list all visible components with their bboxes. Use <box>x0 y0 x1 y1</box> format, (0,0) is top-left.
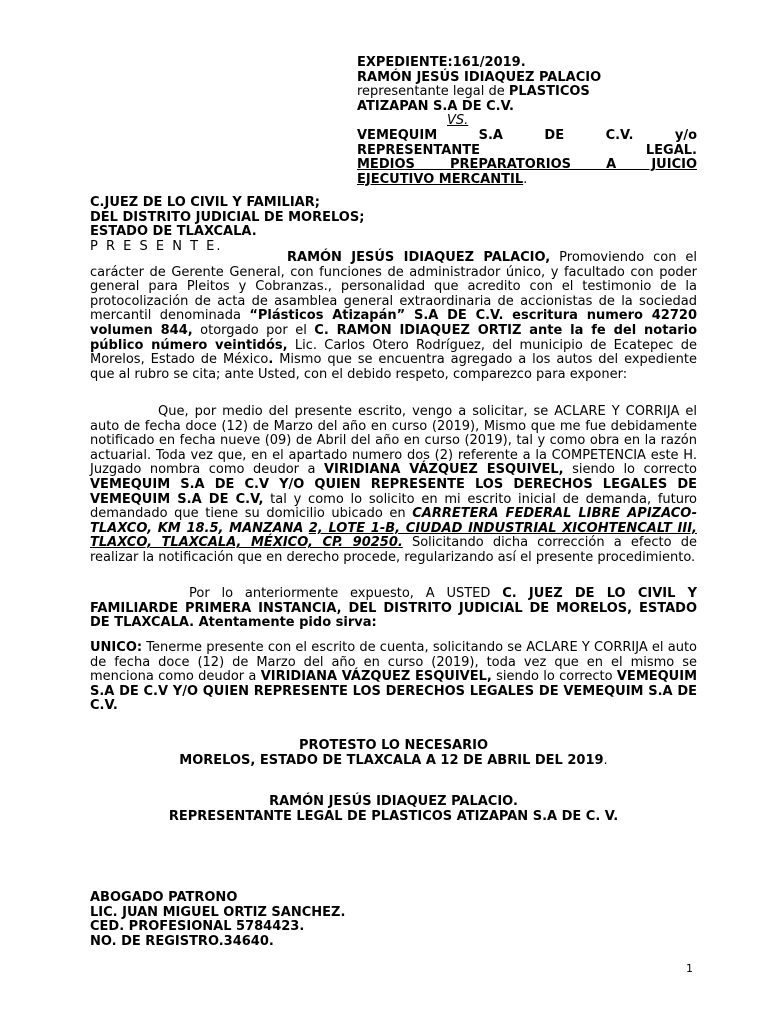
intro-text <box>90 251 697 382</box>
case-header <box>357 56 697 187</box>
request-paragraph <box>90 405 697 566</box>
unico-b2: VEMEQUIM S.A DE C.V Y/O QUIEN REPRESENTE LOS DERECHOS LEGALES DE VEMEQUIM S.A DE C.V. <box>90 669 698 714</box>
petition-paragraph <box>90 587 697 631</box>
para2-address-part2: 2, LOTE 1-B, CIUDAD INDUSTRIAL XICOHTENCALT III, TLAXCO, TLAXCALA, MÉXICO, CP. 90250. <box>90 520 697 551</box>
subject-line1: MEDIOS PREPARATORIOS A JUICIO <box>357 157 697 173</box>
para2-t3: tal y como lo solicito en mi escrito inicial de demanda, futuro demandado que tiene su domicilio ubicado en <box>90 491 697 522</box>
unico-b1: VIRIDIANA VÁZQUEZ ESQUIVEL, <box>260 669 492 685</box>
plaintiff-role <box>357 85 697 100</box>
place-date: MORELOS, ESTADO DE TLAXCALA A 12 DE ABRIL DEL 2019 <box>179 752 604 768</box>
para2-b2: VEMEQUIM S.A DE C.V Y/O QUIEN REPRESENTE LOS DERECHOS LEGALES DE VEMEQUIM S.A DE C.V, <box>90 476 697 507</box>
company-name-part1: PLASTICOS <box>508 84 590 100</box>
intro-b1: “Plásticos Atizapán” S.A DE C.V. escritura numero 42720 volumen 844, <box>90 308 697 338</box>
attorney-role: ABOGADO PATRONO <box>90 890 238 905</box>
page-number: 1 <box>686 962 693 975</box>
addressee-line2: DEL DISTRITO JUDICIAL DE MORELOS; <box>90 209 365 225</box>
attorney-registry: NO. DE REGISTRO.34640. <box>90 933 274 949</box>
intro-b3: . <box>268 352 274 368</box>
unico-label: UNICO: <box>90 640 143 655</box>
intro-t2: otorgado por el <box>192 322 315 338</box>
unico-paragraph <box>90 641 697 714</box>
unico-t2: siendo lo correcto <box>491 669 617 685</box>
presente-label: P R E S E N T E. <box>90 238 223 254</box>
subject-line2 <box>357 173 697 188</box>
addressee-block <box>90 196 700 254</box>
para3-t1: Por lo anteriormente expuesto, A USTED <box>189 586 503 601</box>
plaintiff-name: RAMÓN JESÚS IDIAQUEZ PALACIO <box>357 69 602 85</box>
addressee-line3: ESTADO DE TLAXCALA. <box>90 224 257 240</box>
protesto-line: PROTESTO LO NECESARIO <box>298 738 489 753</box>
signer-title: REPRESENTANTE LEGAL DE PLASTICOS ATIZAPAN S.A DE C. V. <box>168 808 619 824</box>
attorney-name: LIC. JUAN MIGUEL ORTIZ SANCHEZ. <box>90 904 346 920</box>
para2-t1: Que, por medio del presente escrito, vengo a solicitar, se ACLARE Y CORRIJA el auto de fecha doce (12) de Marzo del año en curso (2019), Mismo que me fue debidamente notificado en fecha nueve (09) de Abril del año en curso (2019), tal y como obra en la razón actuarial. Toda vez que, en el apartado numero dos (2) referente a la COMPETENCIA este H. Juzgado nombra como deudor a <box>90 404 697 478</box>
defendant-line2: REPRESENTANTE LEGAL. <box>357 142 697 158</box>
attorney-block <box>90 891 490 949</box>
para2-b1: VIRIDIANA VÁZQUEZ ESQUIVEL, <box>324 462 564 478</box>
versus-label: VS. <box>447 113 469 129</box>
company-name-part2: ATIZAPAN S.A DE C.V. <box>357 98 514 114</box>
para3-b1: C. JUEZ DE LO CIVIL Y FAMILIARDE PRIMERA INSTANCIA, DEL DISTRITO JUDICIAL DE MORELOS, ESTADO DE TLAXCALA. Atentamente pido sirva: <box>90 586 698 631</box>
para2-t4: Solicitando dicha corrección a efecto de realizar la notificación que en derecho procede, regularizando así el presente procedimiento. <box>90 535 697 565</box>
addressee-line1: C.JUEZ DE LO CIVIL Y FAMILIAR; <box>90 195 320 210</box>
signer-name: RAMÓN JESÚS IDIAQUEZ PALACIO. <box>269 794 518 809</box>
request-text <box>90 405 697 566</box>
closing-block <box>90 739 697 768</box>
place-date-line <box>90 754 697 769</box>
place-date-end: . <box>603 752 608 768</box>
subject-line2-text: EJECUTIVO MERCANTIL <box>357 171 524 187</box>
intro-b2: C. RAMON IDIAQUEZ ORTIZ ante la fe del notario público número veintidós, <box>90 322 698 353</box>
expediente-number: EXPEDIENTE:161/2019. <box>357 55 526 70</box>
signature-name-block <box>90 795 697 824</box>
para2-address-part1: CARRETERA FEDERAL LIBRE APIZACO-TLAXCO, KM 18.5, MANZANA <box>90 506 697 536</box>
intro-t3: Lic. Carlos Otero Rodríguez, del municipio de Ecatepec de Morelos, Estado de México <box>90 337 697 368</box>
unico-text <box>90 641 697 714</box>
attorney-license: CED. PROFESIONAL 5784423. <box>90 919 305 935</box>
defendant-line1: VEMEQUIM S.A DE C.V. y/o <box>357 127 697 143</box>
rep-prefix: representante legal de <box>357 84 509 100</box>
petition-text <box>90 587 697 631</box>
subject-end: . <box>523 171 528 187</box>
intro-t1: Promoviendo con el carácter de Gerente General, con funciones de administrador único, y facultado con poder general para Pleitos y Cobranzas., personalidad que acredito con el testimonio de la protocolización de acta de asamblea general extraordinaria de accionistas de la sociedad mercantil denominada <box>90 250 697 324</box>
intro-name: RAMÓN JESÚS IDIAQUEZ PALACIO, <box>287 250 551 265</box>
intro-t4: Mismo que se encuentra agregado a los autos del expediente que al rubro se cita; ante Usted, con el debido respeto, comparezco para exponer: <box>90 352 697 382</box>
unico-t1: Tenerme presente con el escrito de cuenta, solicitando se ACLARE Y CORRIJA el auto de fecha doce (12) de Marzo del año en curso (2019), toda vez que en el mismo se menciona como deudor a <box>90 640 697 685</box>
intro-paragraph <box>90 251 697 382</box>
para2-t2: siendo lo correcto <box>563 462 697 478</box>
